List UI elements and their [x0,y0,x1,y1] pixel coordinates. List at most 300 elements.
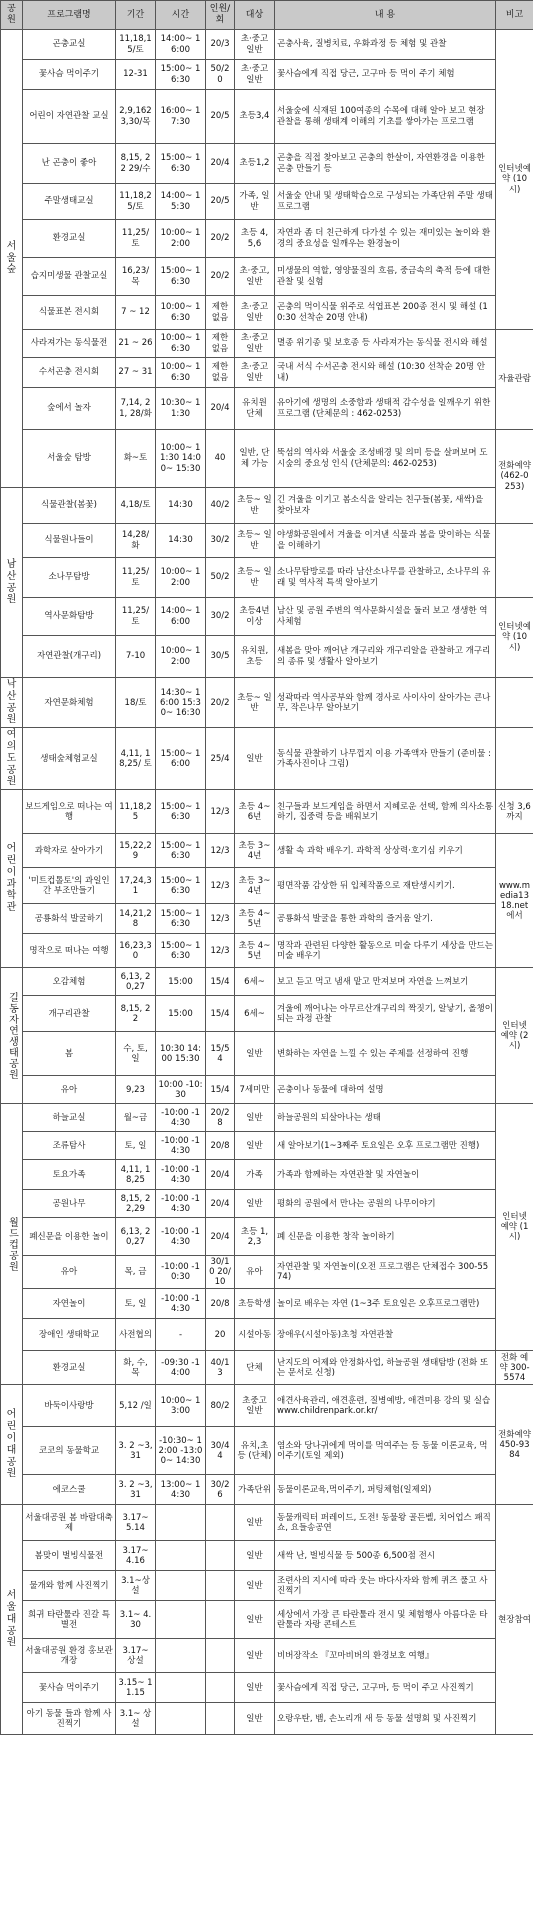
header-row [1,1,533,30]
people-cell: 50/20 [206,60,235,90]
content-cell: 생활 속 과학 배우기. 과학적 상상력·호기심 키우기 [275,834,496,868]
content-cell: 성곽따라 역사공부와 함께 경사로 사이사이 살아가는 큰나무, 작은나무 알아보기 [275,678,496,728]
period-cell: 11,18,2 5 [116,790,156,834]
table-row [1,996,533,1032]
content-cell: 난지도의 어제와 안정화사업, 하늘공원 생태탐방 (전화 또는 문서로 신청) [275,1351,496,1385]
period-cell: 7-10 [116,636,156,678]
content-cell: 조련사의 지시에 따라 웃는 바다사자와 함께 퀴즈 풀고 사진찍기 [275,1571,496,1601]
program-cell: 개구리관찰 [23,996,116,1032]
table-row [1,388,533,430]
note-cell: 자율관람 [496,330,533,430]
note-cell: 인터넷예약 (10시) [496,30,533,330]
program-cell: 숲에서 놀자 [23,388,116,430]
table-row [1,1256,533,1289]
park-name-cell: 여의도공원 [1,728,23,790]
program-cell: 생태숲체험교실 [23,728,116,790]
time-cell: 15:00~ 16:30 [156,868,206,904]
time-cell: 14:30 [156,524,206,558]
period-cell: 14,28/ 화 [116,524,156,558]
target-cell: 초등~ 일반 [235,488,275,524]
note-cell: 전화예약 (462-0253) [496,430,533,524]
people-cell: 20/8 [206,1289,235,1319]
program-cell: 수서곤충 전시회 [23,358,116,388]
table-row [1,330,533,358]
content-cell: 비버장작소 『꼬마비버의 환경보호 여행』 [275,1639,496,1673]
program-cell: 환경교실 [23,220,116,258]
park-name-cell: 남산공원 [1,488,23,678]
table-row [1,1076,533,1104]
period-cell: 4,11, 18,25 [116,1160,156,1190]
time-cell: -09:30 -14:00 [156,1351,206,1385]
table-row [1,1218,533,1256]
time-cell: 10:00 -10:30 [156,1076,206,1104]
content-cell: 폐 신문을 이용한 창작 놀이하기 [275,1218,496,1256]
target-cell: 일반 [235,1132,275,1160]
table-row [1,834,533,868]
note-cell: 현장참여 [496,1505,533,1735]
period-cell: 3.1~ 상설 [116,1703,156,1735]
program-cell: 주말생태교실 [23,184,116,220]
program-cell: 봄맞이 벌빙식물전 [23,1541,116,1571]
period-cell: 7,14, 21, 28/화 [116,388,156,430]
content-cell: 국내 서식 수서곤충 전시와 해설 (10:30 선착순 20명 안내) [275,358,496,388]
content-cell: 공룡화석 발굴을 통한 과학의 즐거움 알기. [275,904,496,934]
table-body [1,30,533,1735]
table-row [1,728,533,790]
header-period: 기간 [116,1,156,30]
period-cell: 2,9,162 3,30/목 [116,90,156,144]
park-name-cell: 서울숲 [1,30,23,488]
content-cell: 긴 겨울을 이기고 봄소식을 알리는 친구들(봄꽃, 새싹)을 찾아보자 [275,488,496,524]
time-cell [156,1601,206,1639]
content-cell: 동식물 관찰하기 나무껍지 이용 가족액자 만들기 (준비물 : 가족사진이나 그림) [275,728,496,790]
period-cell: 11,25/ 토 [116,220,156,258]
people-cell: 20/4 [206,1218,235,1256]
content-cell: 새싹 난, 벌빙식물 등 500종 6,500점 전시 [275,1541,496,1571]
time-cell: 14:00~ 16:00 [156,30,206,60]
target-cell: 초등3,4 [235,90,275,144]
program-cell: 공원나무 [23,1190,116,1218]
program-cell: '미트컵톨토'의 과일인간 부조만들기 [23,868,116,904]
program-cell: 식물원나들이 [23,524,116,558]
program-cell: 사라져가는 동식물전 [23,330,116,358]
target-cell: 일반 [235,1505,275,1541]
time-cell: 15:00~ 16:30 [156,258,206,296]
program-cell: 식물관찰(봄꽃) [23,488,116,524]
period-cell: 6,13, 20,27 [116,1218,156,1256]
time-cell: 10:00~ 12:00 [156,558,206,598]
note-cell: 신청 3,6 까지 [496,790,533,834]
people-cell: 20/2 [206,678,235,728]
target-cell: 초등 1,2,3 [235,1218,275,1256]
people-cell: 40/13 [206,1351,235,1385]
content-cell: 소나무탐방로를 따라 남산소나무를 관찰하고, 소나무의 유래 및 역사적 특색 알아보기 [275,558,496,598]
table-row [1,1673,533,1703]
period-cell: 3.17~ 4.16 [116,1541,156,1571]
people-cell: 20 [206,1319,235,1351]
program-cell: 유아 [23,1256,116,1289]
period-cell: 월~금 [116,1104,156,1132]
table-row [1,1571,533,1601]
target-cell: 초등~ 일반 [235,524,275,558]
target-cell: 일반 [235,1190,275,1218]
period-cell: 토, 일 [116,1289,156,1319]
time-cell: 15:00~ 16:30 [156,790,206,834]
target-cell: 일반 [235,1703,275,1735]
content-cell: 평화의 공원에서 만나는 공원의 나무이야기 [275,1190,496,1218]
people-cell: 제한 없음 [206,330,235,358]
content-cell: 자연과 좀 더 친근하게 다가설 수 있는 재미있는 놀이와 환경의 중요성을 일깨우는 환경놀이 [275,220,496,258]
people-cell [206,1639,235,1673]
time-cell: 10:30~ 11:30 [156,388,206,430]
target-cell: 초등 4,5,6 [235,220,275,258]
content-cell: 곤충이나 동물에 대하여 설명 [275,1076,496,1104]
table-row [1,358,533,388]
content-cell: 겨울에 깨어나는 아무르산개구리의 짝짓기, 알낳기, 올챙이 되는 과정 관찰 [275,996,496,1032]
time-cell: 15:00~ 16:30 [156,934,206,968]
header-people: 인원/회 [206,1,235,30]
target-cell: 유치원, 초등 [235,636,275,678]
people-cell: 30/2 [206,598,235,636]
program-cell: 환경교실 [23,1351,116,1385]
program-cell: 식물표본 전시회 [23,296,116,330]
period-cell: 4,18/토 [116,488,156,524]
people-cell: 12/3 [206,934,235,968]
content-cell: 세상에서 가장 큰 타란툴라 전시 및 체험행사 아름다운 타란툴라 자랑 콘테스트 [275,1601,496,1639]
table-row [1,258,533,296]
table-row [1,1505,533,1541]
table-row [1,934,533,968]
people-cell: 30/26 [206,1475,235,1505]
program-cell: 자연놀이 [23,1289,116,1319]
program-cell: 바둑이사랑방 [23,1385,116,1427]
table-row [1,524,533,558]
people-cell [206,1541,235,1571]
people-cell [206,1601,235,1639]
time-cell: 15:00 [156,968,206,996]
time-cell: 10:00~ 16:30 [156,358,206,388]
table-row [1,184,533,220]
people-cell: 30/5 [206,636,235,678]
target-cell: 초등 4~5년 [235,934,275,968]
note-cell: 인터넷예약 (10시) [496,598,533,678]
table-row [1,678,533,728]
target-cell: 유아 [235,1256,275,1289]
people-cell [206,1703,235,1735]
content-cell: 서울숲에 식재된 100여종의 수목에 대해 알아 보고 현장 관찰을 통해 생태계 이해의 기초를 쌓아가는 프로그램 [275,90,496,144]
period-cell: 16,23/ 목 [116,258,156,296]
target-cell: 초등 4~5년 [235,904,275,934]
period-cell: 3.15~ 11.15 [116,1673,156,1703]
program-cell: 하늘교실 [23,1104,116,1132]
time-cell [156,1673,206,1703]
time-cell: 10:00~ 11:30 14:00~ 15:30 [156,430,206,488]
table-row [1,1385,533,1427]
period-cell: 3.17~ 상설 [116,1639,156,1673]
period-cell: 6,13, 20,27 [116,968,156,996]
people-cell: 20/4 [206,144,235,184]
content-cell: 멸종 위기종 및 보호종 등 사라져가는 동식물 전시와 해설 [275,330,496,358]
table-row [1,868,533,904]
target-cell: 초등4년 이상 [235,598,275,636]
time-cell: -10:00 -14:30 [156,1289,206,1319]
program-cell: 에코스쿨 [23,1475,116,1505]
period-cell: 14,21,2 8 [116,904,156,934]
period-cell: 18/토 [116,678,156,728]
target-cell: 시설아동 [235,1319,275,1351]
program-cell: 서울대공원 봄 바람대축제 [23,1505,116,1541]
content-cell: 꽃사슴에게 직접 당근, 고구마 등 먹이 주기 체험 [275,60,496,90]
program-cell: 자연관찰(개구리) [23,636,116,678]
program-cell: 보드게임으로 떠나는 여행 [23,790,116,834]
period-cell: 15,22,2 9 [116,834,156,868]
people-cell: 30/2 [206,524,235,558]
people-cell: 제한 없음 [206,296,235,330]
table-row [1,1475,533,1505]
table-row [1,1190,533,1218]
people-cell: 제한 없음 [206,358,235,388]
people-cell: 50/2 [206,558,235,598]
program-cell: 명작으로 떠나는 여행 [23,934,116,968]
period-cell: 16,23,3 0 [116,934,156,968]
period-cell: 3.1~ 4.30 [116,1601,156,1639]
period-cell: 11,25/ 토 [116,598,156,636]
period-cell: 21 ~ 26 [116,330,156,358]
content-cell: 동물이론교육,먹이주기, 퍼팅체험(일제외) [275,1475,496,1505]
target-cell: 초등~ 일반 [235,558,275,598]
table-row [1,1427,533,1475]
period-cell: 9,23 [116,1076,156,1104]
period-cell: 5,12 /일 [116,1385,156,1427]
time-cell: 14:30~ 16:00 15:30~ 16:30 [156,678,206,728]
period-cell: 4,11, 18,25/ 토 [116,728,156,790]
program-cell: 희귀 타란툴라 진갈 특별전 [23,1601,116,1639]
time-cell: 15:00 [156,996,206,1032]
period-cell: 3.1~상설 [116,1571,156,1601]
period-cell: 3. 2 ~3,31 [116,1427,156,1475]
target-cell: 일반 [235,1571,275,1601]
target-cell: 초·중고 일반 [235,60,275,90]
time-cell: 16:00~ 17:30 [156,90,206,144]
people-cell: 30/44 [206,1427,235,1475]
park-name-cell: 길동자연생태공원 [1,968,23,1104]
table-row [1,1319,533,1351]
program-cell: 조류탐사 [23,1132,116,1160]
time-cell: 10:00~ 12:00 [156,636,206,678]
content-cell: 야생화공원에서 겨울을 이겨낸 식물과 봄을 맞이하는 식물을 이해하기 [275,524,496,558]
target-cell: 초·중고 일반 [235,30,275,60]
park-name-cell: 어린이대공원 [1,1385,23,1505]
people-cell: 15/4 [206,968,235,996]
note-cell [496,728,533,790]
time-cell: 13:00~ 14:30 [156,1475,206,1505]
program-cell: 꽃사슴 먹이주기 [23,1673,116,1703]
period-cell: 3. 2 ~3,31 [116,1475,156,1505]
note-cell: 전화예약 450-9384 [496,1385,533,1505]
time-cell: 10:00~ 13:00 [156,1385,206,1427]
time-cell: -10:00 -14:30 [156,1218,206,1256]
target-cell: 일반 [235,1601,275,1639]
period-cell: 8,15, 22 [116,996,156,1032]
target-cell: 초등~ 일반 [235,678,275,728]
table-row [1,220,533,258]
target-cell: 유치원 단체 [235,388,275,430]
period-cell: 목, 금 [116,1256,156,1289]
content-cell: 변화하는 자연을 느낄 수 있는 주제를 선정하여 진행 [275,1032,496,1076]
header-content: 내 용 [275,1,496,30]
program-cell: 아기 동물 들과 함께 사진찍기 [23,1703,116,1735]
table-row [1,1132,533,1160]
target-cell: 6세~ [235,968,275,996]
target-cell: 초중고 일반 [235,1385,275,1427]
program-cell: 곤충교실 [23,30,116,60]
program-cell: 봄 [23,1032,116,1076]
content-cell: 친구들과 보드게임을 하면서 지혜로운 선택, 함께 의사소통하기, 집중력 등을 배워보기 [275,790,496,834]
note-cell: 인터넷 예약 (1시) [496,1104,533,1351]
target-cell: 가족 [235,1160,275,1190]
table-row [1,968,533,996]
content-cell: 서울숲 안내 및 생태학습으로 구성되는 가족단위 주말 생태프로그램 [275,184,496,220]
table-row [1,1541,533,1571]
program-cell: 소나무탐방 [23,558,116,598]
program-cell: 역사문화탐방 [23,598,116,636]
people-cell: 12/3 [206,868,235,904]
people-cell: 40 [206,430,235,488]
header-time: 시간 [156,1,206,30]
people-cell: 15/4 [206,996,235,1032]
content-cell: 보고 듣고 먹고 냄새 맡고 만져보며 자연을 느껴보기 [275,968,496,996]
program-cell: 장애인 생태학교 [23,1319,116,1351]
target-cell: 단체 [235,1351,275,1385]
time-cell: 15:00~ 16:30 [156,904,206,934]
content-cell: 새 알아보기(1~3째주 토요일은 오후 프로그램만 진행) [275,1132,496,1160]
table-row [1,558,533,598]
header-target: 대상 [235,1,275,30]
time-cell: 10:30 14:00 15:30 [156,1032,206,1076]
table-row [1,1289,533,1319]
content-cell: 평면작품 감상한 뒤 입체작품으로 재탄생시키기. [275,868,496,904]
program-cell: 토요가족 [23,1160,116,1190]
period-cell: 12-31 [116,60,156,90]
people-cell [206,1673,235,1703]
period-cell: 8,15, 22 29/수 [116,144,156,184]
period-cell: 11,25/ 토 [116,558,156,598]
note-cell [496,678,533,728]
program-cell: 서울대공원 환경 홍보관 개장 [23,1639,116,1673]
content-cell: 오랑우탄, 뱀, 손노리개 새 등 동물 설명회 및 사진찍기 [275,1703,496,1735]
people-cell: 20/28 [206,1104,235,1132]
period-cell: 11,18,1 5/토 [116,30,156,60]
target-cell: 초등 3~4년 [235,834,275,868]
park-name-cell: 서울대공원 [1,1505,23,1735]
people-cell: 80/2 [206,1385,235,1427]
target-cell: 유치,초등 (단체) [235,1427,275,1475]
target-cell: 일반 [235,1639,275,1673]
content-cell: 장애우(시설아동)초청 자연관찰 [275,1319,496,1351]
target-cell: 6세~ [235,996,275,1032]
people-cell [206,1571,235,1601]
content-cell: 남산 및 공원 주변의 역사문화시설을 둘러 보고 생생한 역사체험 [275,598,496,636]
program-cell: 어린이 자연관찰 교실 [23,90,116,144]
people-cell: 40/2 [206,488,235,524]
time-cell: 10:00~ 12:00 [156,220,206,258]
program-cell: 오감체험 [23,968,116,996]
period-cell: 11,18,2 5/토 [116,184,156,220]
content-cell: 하늘공원의 되살아나는 생태 [275,1104,496,1132]
target-cell: 초·중고 일반 [235,358,275,388]
program-cell: 습지미생물 관찰교실 [23,258,116,296]
target-cell: 초등 4~6년 [235,790,275,834]
target-cell: 초·중고, 일반 [235,258,275,296]
people-cell: 20/4 [206,388,235,430]
program-cell: 폐신문을 이용한 놀이 [23,1218,116,1256]
time-cell [156,1703,206,1735]
content-cell: 곤충을 직접 찾아보고 곤충의 한살이, 자연환경을 이용한 곤충 만들기 등 [275,144,496,184]
people-cell: 20/4 [206,1190,235,1218]
time-cell: -10:00 -14:30 [156,1132,206,1160]
period-cell: 7 ~ 12 [116,296,156,330]
period-cell: 8,15, 22,29 [116,1190,156,1218]
period-cell: 수, 토, 일 [116,1032,156,1076]
time-cell: 15:00~ 16:00 [156,728,206,790]
people-cell: 20/8 [206,1132,235,1160]
table-row [1,430,533,488]
content-cell: 미생물의 역할, 영양물질의 흐름, 중금속의 축적 등에 대한 관찰 및 실험 [275,258,496,296]
target-cell: 일반, 단체 가능 [235,430,275,488]
table-row [1,1032,533,1076]
period-cell: 토, 일 [116,1132,156,1160]
table-row [1,296,533,330]
content-cell: 염소와 당나귀에게 먹이를 먹여주는 등 동물 이론교육, 먹이주기(토일 제외) [275,1427,496,1475]
people-cell: 20/5 [206,90,235,144]
people-cell: 15/54 [206,1032,235,1076]
people-cell: 15/4 [206,1076,235,1104]
table-row [1,598,533,636]
time-cell: 10:00~ 16:30 [156,296,206,330]
table-row [1,790,533,834]
table-row [1,1160,533,1190]
period-cell: 화, 수, 목 [116,1351,156,1385]
content-cell: 동물캐릭터 퍼레이드, 도전! 동물왕 골든벨, 치어업스 패직쇼, 요들송공연 [275,1505,496,1541]
target-cell: 일반 [235,1673,275,1703]
content-cell: 가족과 함께하는 자연관찰 및 자연놀이 [275,1160,496,1190]
program-cell: 물개와 함께 사진찍기 [23,1571,116,1601]
program-cell: 자연문화체험 [23,678,116,728]
note-cell: 전화 예약 300-5574 [496,1351,533,1385]
time-cell [156,1571,206,1601]
time-cell: 14:00~ 16:00 [156,598,206,636]
header-park: 공원 [1,1,23,30]
time-cell: -10:00 -10:30 [156,1256,206,1289]
time-cell: 15:00~ 16:30 [156,144,206,184]
people-cell: 20/5 [206,184,235,220]
time-cell: -10:00 -14:30 [156,1104,206,1132]
people-cell [206,1505,235,1541]
time-cell: 15:00~ 16:30 [156,834,206,868]
content-cell: 명작과 관련된 다양한 활동으로 미술 다루기 세상을 만드는 미술 배우기 [275,934,496,968]
target-cell: 7세미만 [235,1076,275,1104]
park-name-cell: 어린이과학관 [1,790,23,968]
target-cell: 초·중고 일반 [235,330,275,358]
content-cell: 새봄을 맞아 깨어난 개구리와 개구리알을 관찰하고 개구리의 종류 및 생활사 알아보기 [275,636,496,678]
table-row [1,1601,533,1639]
header-program: 프로그램명 [23,1,116,30]
target-cell: 일반 [235,1104,275,1132]
content-cell: 뚝섬의 역사와 서울숲 조성배경 및 의미 등을 살펴보며 도시숲의 중요성 인식 (단체문의: 462-0253) [275,430,496,488]
table-row [1,636,533,678]
target-cell: 가족단위 [235,1475,275,1505]
time-cell: 14:30 [156,488,206,524]
